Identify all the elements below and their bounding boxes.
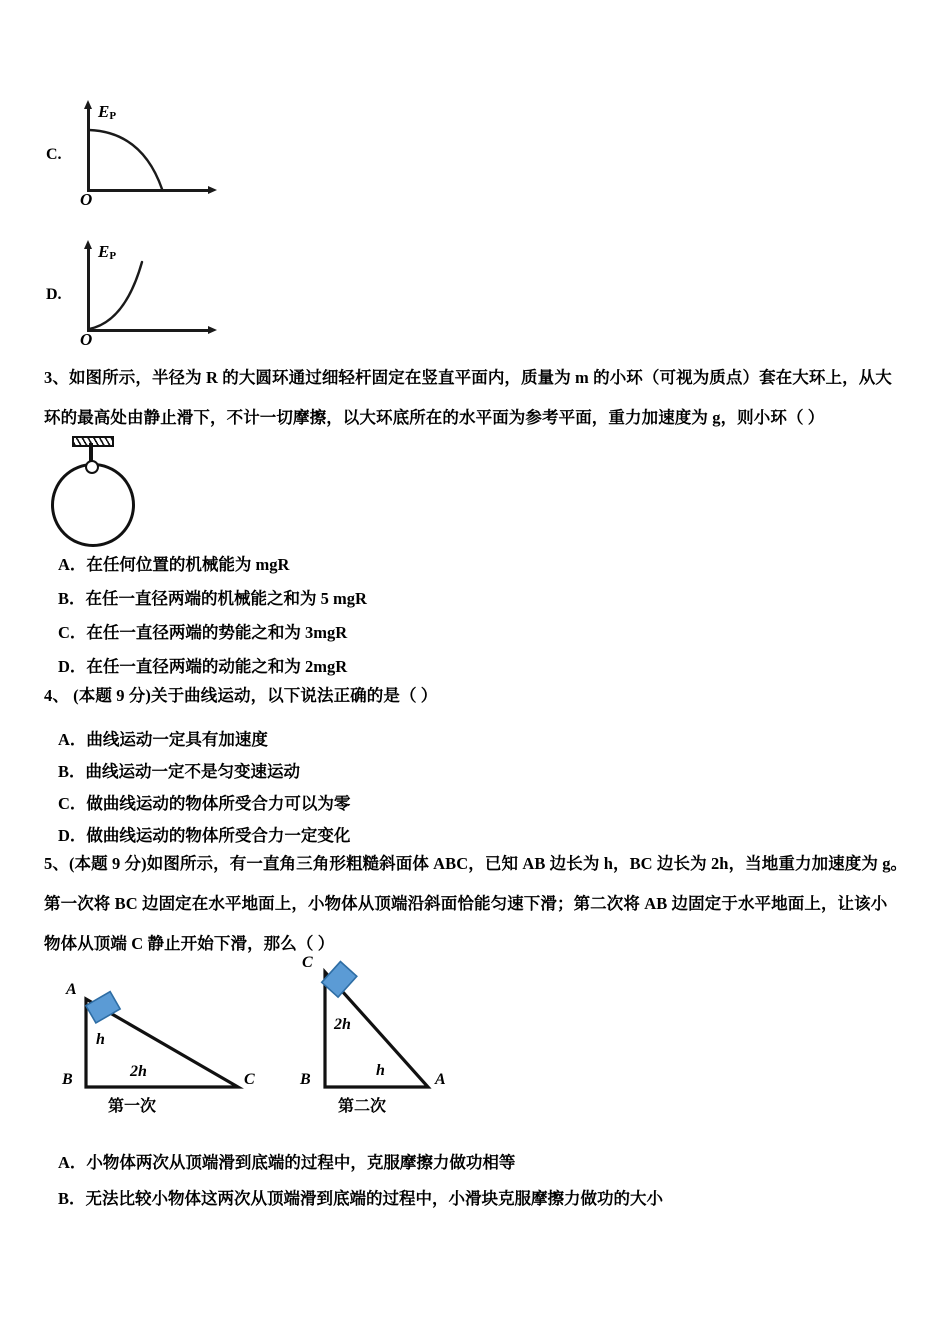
option-letter: C． — [58, 794, 87, 813]
question-4-option-b — [58, 758, 300, 782]
question-3-option-d — [58, 653, 347, 677]
question-5-stem-line-2: 第一次将 BC 边固定在水平地面上，小物体从顶端沿斜面恰能匀速下滑；第二次将 AB 边固定于水平地面上，让该小 — [44, 894, 888, 913]
question-5-stem-line-3: 物体从顶端 C 静止开始下滑，那么（ ） — [44, 934, 335, 953]
option-text: 做曲线运动的物体所受合力一定变化 — [86, 826, 351, 845]
option-letter: D． — [58, 826, 87, 845]
figure-triangle-second — [280, 950, 495, 1120]
option-letter: D． — [58, 657, 87, 676]
option-text: 在任何位置的机械能为 mgR — [86, 555, 290, 574]
curve-c — [80, 100, 260, 200]
origin-label-c: O — [80, 190, 93, 209]
vertex-label-c: C — [302, 954, 313, 971]
option-letter: A． — [58, 555, 87, 574]
leg-label-horizontal-h: h — [376, 1062, 385, 1079]
leg-label-vertical-2h: 2h — [334, 1016, 351, 1033]
option-text: 在任一直径两端的动能之和为 2mgR — [86, 657, 348, 676]
figure-triangle-first — [58, 975, 273, 1120]
question-4-stem-line-1: 4、 (本题 9 分)关于曲线运动，以下说法正确的是（ ） — [44, 686, 438, 705]
option-letter: B． — [58, 762, 86, 781]
option-text: 做曲线运动的物体所受合力可以为零 — [86, 794, 351, 813]
option-c-letter: C. — [46, 146, 62, 163]
figure-caption-first: 第一次 — [108, 1098, 157, 1115]
y-axis-label-sub: P — [109, 110, 117, 122]
option-text: 曲线运动一定具有加速度 — [86, 730, 268, 749]
question-3-option-b — [58, 585, 367, 609]
curve-d — [80, 240, 260, 340]
y-axis-label-main: E — [98, 242, 110, 261]
leg-label-vertical-h: h — [96, 1031, 105, 1048]
triangle-second-svg — [280, 950, 495, 1105]
question-3-option-c — [58, 619, 347, 643]
option-letter: C． — [58, 623, 87, 642]
origin-label-d: O — [80, 330, 93, 349]
question-3-option-a — [58, 551, 289, 575]
vertex-label-a: A — [435, 1071, 446, 1088]
option-text: 曲线运动一定不是匀变速运动 — [85, 762, 301, 781]
option-d-letter: D. — [46, 286, 62, 303]
graph-option-d — [80, 240, 260, 349]
question-4-option-c — [58, 790, 350, 814]
question-4-option-a — [58, 726, 268, 750]
option-letter: B． — [58, 1189, 86, 1208]
leg-label-horizontal-2h: 2h — [130, 1063, 147, 1080]
figure-caption-second: 第二次 — [338, 1098, 387, 1115]
option-text: 小物体两次从顶端滑到底端的过程中，克服摩擦力做功相等 — [86, 1153, 516, 1172]
vertex-label-c: C — [244, 1071, 255, 1088]
figure-vertical-ring — [48, 436, 208, 541]
y-axis-label-sub: P — [109, 250, 117, 262]
graph-option-c — [80, 100, 260, 209]
small-bead-circle — [85, 460, 99, 474]
option-text: 无法比较小物体这两次从顶端滑到底端的过程中，小滑块克服摩擦力做功的大小 — [85, 1189, 664, 1208]
question-5-option-b — [58, 1185, 663, 1209]
question-4-option-d — [58, 822, 350, 846]
option-letter: A． — [58, 730, 87, 749]
option-text: 在任一直径两端的势能之和为 3mgR — [86, 623, 348, 642]
question-3-stem-line-2: 环的最高处由静止滑下，不计一切摩擦，以大环底所在的水平面为参考平面，重力加速度为 g，则小环（ ） — [44, 408, 825, 427]
question-5-option-a — [58, 1149, 515, 1173]
y-axis-label-main: E — [98, 102, 110, 121]
question-3-stem-line-1: 3、如图所示，半径为 R 的大圆环通过细轻杆固定在竖直平面内，质量为 m 的小环（可视为质点）套在大环上，从大 — [44, 368, 892, 387]
vertex-label-b: B — [62, 1071, 73, 1088]
question-5-stem-line-1: 5、(本题 9 分)如图所示，有一直角三角形粗糙斜面体 ABC，已知 AB 边长为 h，BC 边长为 2h，当地重力加速度为 g。 — [44, 854, 908, 873]
vertex-label-b: B — [300, 1071, 311, 1088]
option-letter: B． — [58, 589, 86, 608]
ceiling-hatch-icon — [72, 436, 114, 447]
triangle-first-svg — [58, 975, 273, 1105]
large-ring-circle — [51, 463, 135, 547]
option-letter: A． — [58, 1153, 87, 1172]
vertex-label-a: A — [66, 981, 77, 998]
option-text: 在任一直径两端的机械能之和为 5 mgR — [85, 589, 367, 608]
